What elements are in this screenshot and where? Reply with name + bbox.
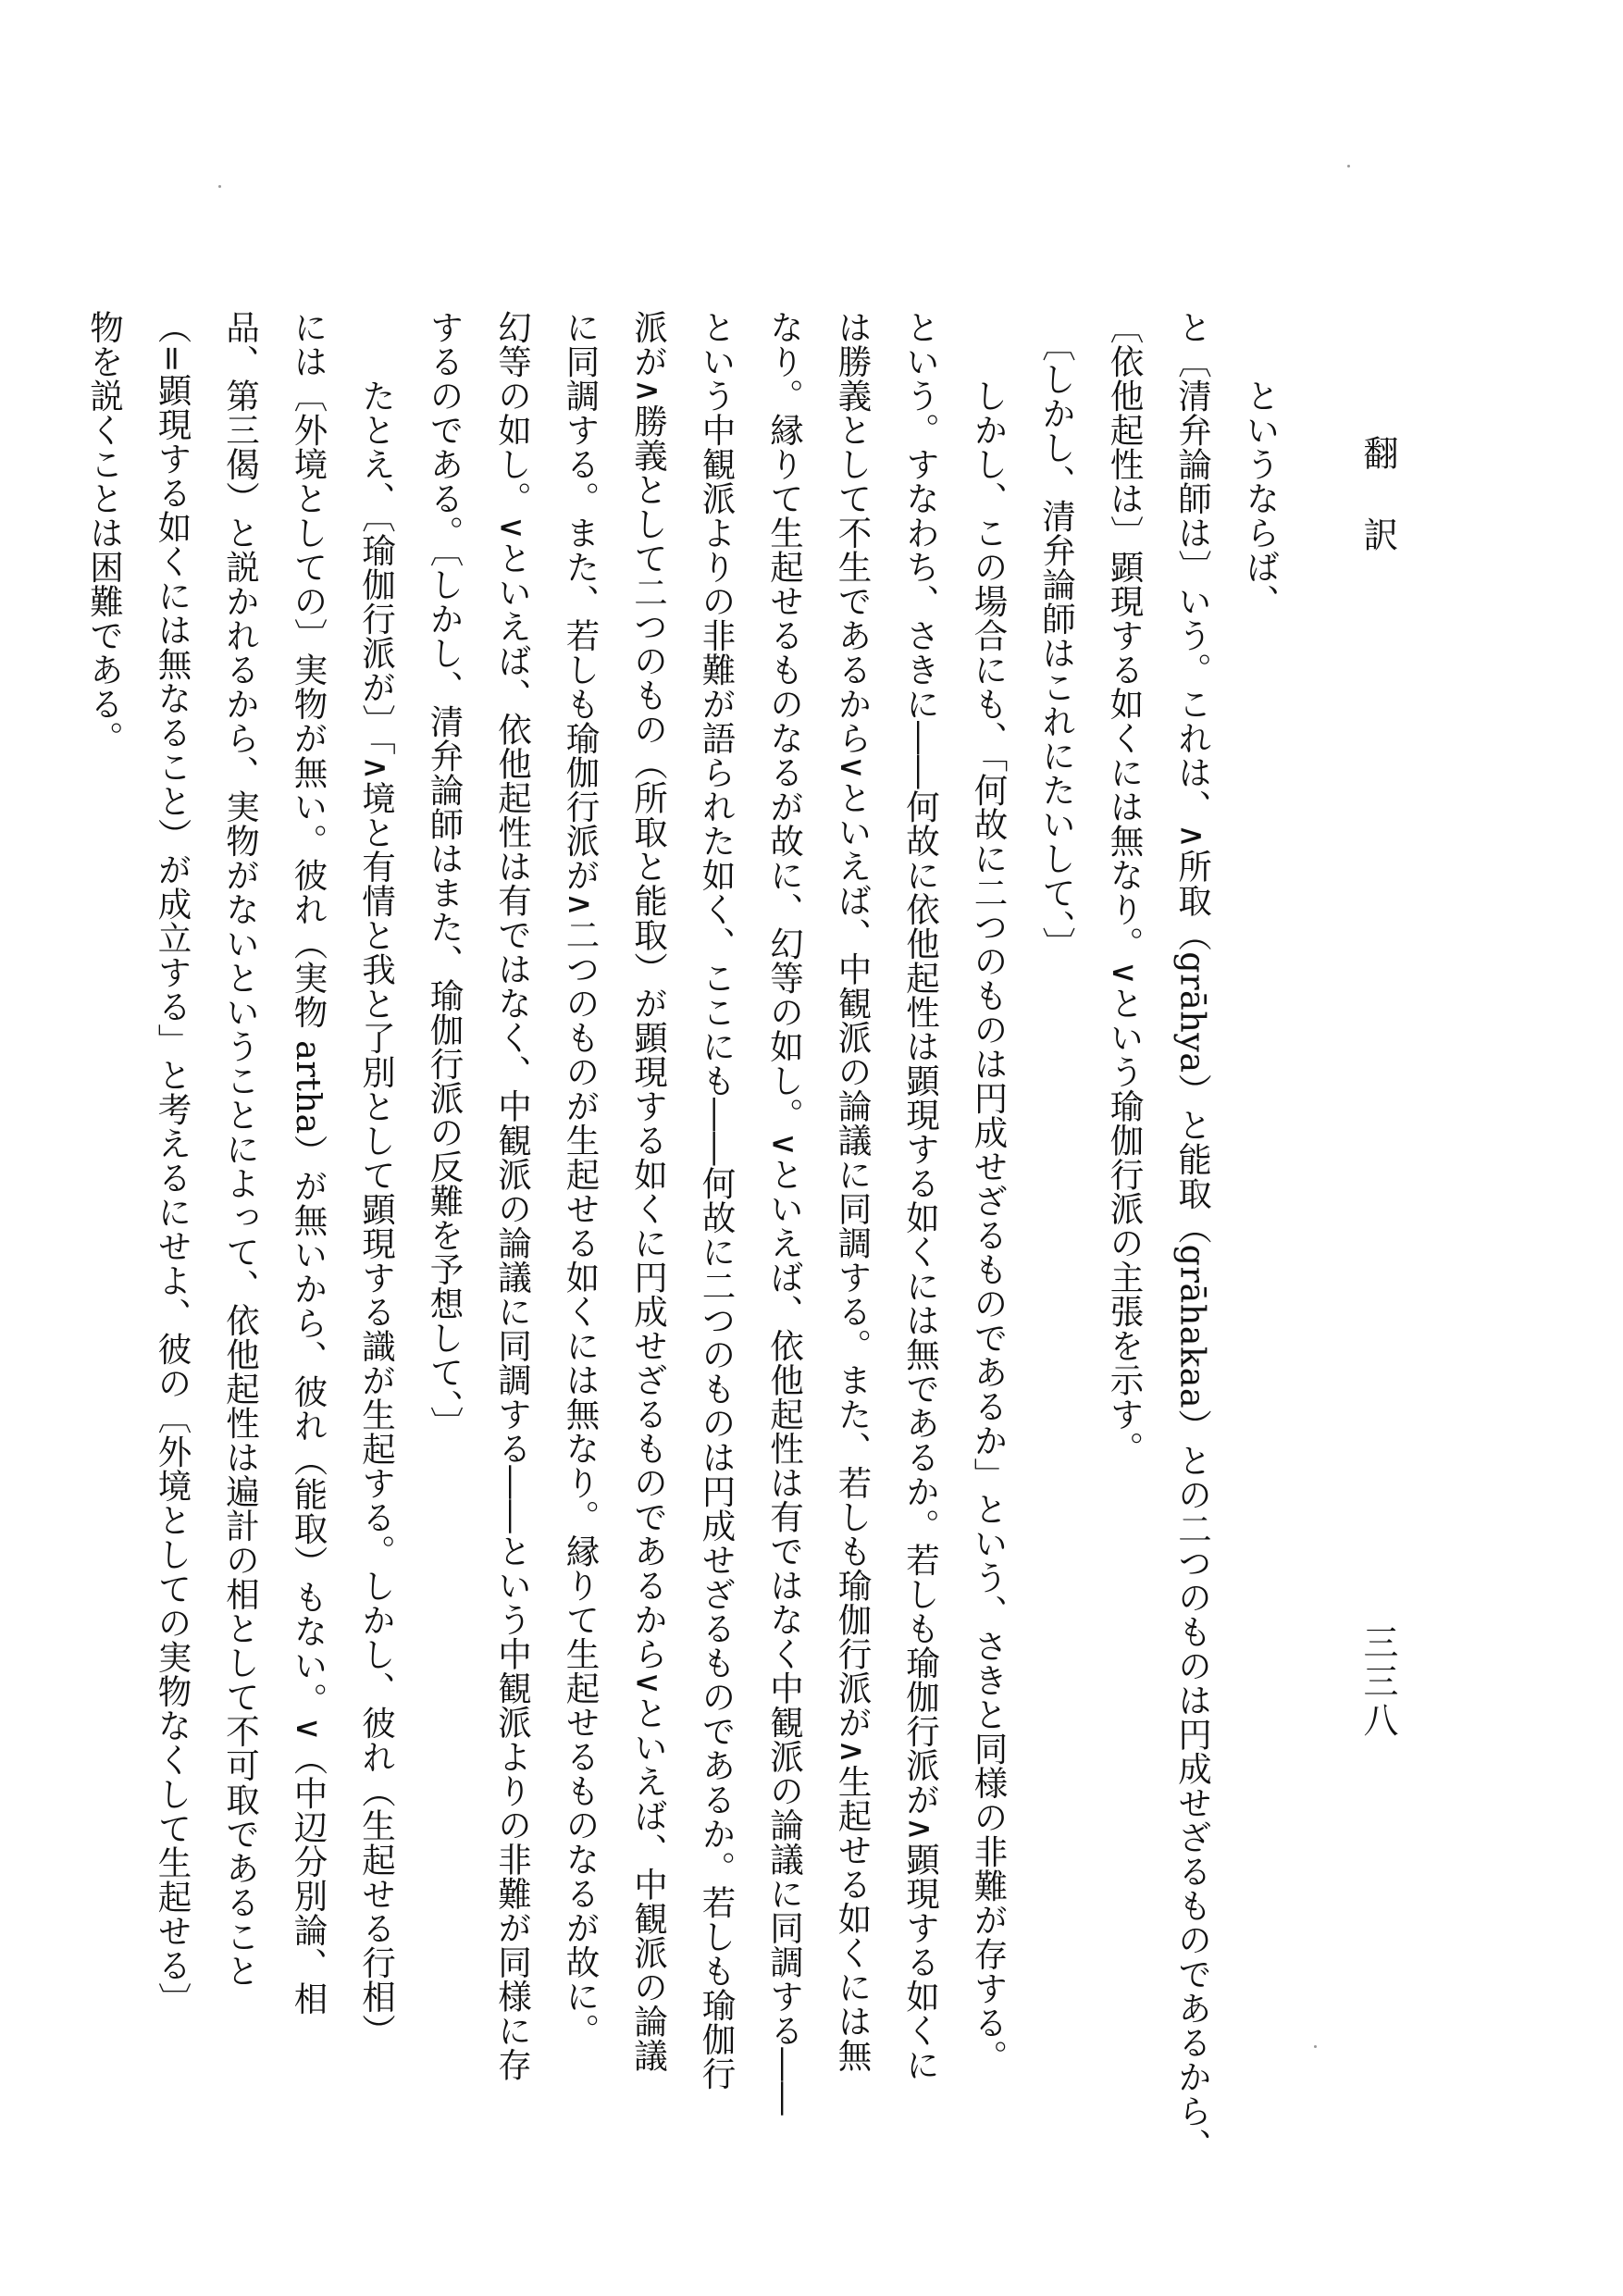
text-line: 幻等の如し。∨といえば、依他起性は有ではなく、中観派の論議に同調する――という中観派よりの非難が同様に存 [492, 310, 533, 2082]
scan-speck [1347, 165, 1350, 168]
text-line: 品、第三偈）と説かれるから、実物がないということによって、依他起性は遍計の相として不可取であること [220, 310, 261, 1988]
running-header-title: 翻訳 [1357, 435, 1398, 598]
text-line: （=顕現する如くには無なること）が成立する」と考えるにせよ、彼の〔外境としての実物なくして生起せる〕 [153, 310, 192, 2017]
text-line: 派が∧勝義として二つのもの（所取と能取）が顕現する如くに円成せざるものであるから∨といえば、中観派の論議 [628, 310, 669, 2073]
text-line: というならば、 [1241, 310, 1281, 618]
text-line: するのである。〔しかし、清弁論師はまた、瑜伽行派の反難を予想して、〕 [425, 310, 465, 1441]
text-line: 物を説くことは困難である。 [84, 310, 125, 755]
text-line: に同調する。また、若しも瑜伽行派が∧二つのものが生起せる如くには無なり。縁りて生起せるものなるが故に。 [561, 310, 601, 2048]
text-line: という。すなわち、さきに――何故に依他起性は顕現する如くには無であるか。若しも瑜伽行派が∧顕現する如くに [900, 310, 941, 2082]
text-line: 〔しかし、清弁論師はこれにたいして、〕 [1036, 310, 1077, 962]
text-line: なり。縁りて生起せるものなるが故に、幻等の如し。∨といえば、依他起性は有ではなく中観派の論議に同調する―― [764, 310, 805, 2116]
scan-speck [218, 185, 221, 188]
text-line: 〔依他起性は〕顕現する如くには無なり。∨という瑜伽行派の主張を示す。 [1105, 310, 1145, 1466]
body-text [70, 310, 1295, 2163]
text-line: しかし、この場合にも、「何故に二つのものは円成せざるものであるか」という、さきと同様の非難が存する。 [969, 310, 1009, 2074]
text-line: には〔外境としての〕実物が無い。彼れ（実物 artha）が無いから、彼れ（能取）もない。∨（中辺分別論、相 [289, 310, 328, 2016]
page-number: 三三八 [1357, 1624, 1398, 1741]
text-line: と〔清弁論師は〕いう。これは、∧所取（grāhya）と能取（grāhakaa）との二つのものは円成せざるものであるから、 [1172, 310, 1213, 2163]
scan-speck [1314, 2045, 1317, 2048]
text-line: は勝義として不生であるから∨といえば、中観派の論議に同調する。また、若しも瑜伽行派が∧生起せる如くには無 [833, 310, 873, 2073]
text-line: という中観派よりの非難が語られた如く、ここにも――何故に二つのものは円成せざるものであるか。若しも瑜伽行 [697, 310, 737, 2091]
text-line: たとえ、〔瑜伽行派が〕「∧境と有情と我と了別として顕現する識が生起する。しかし、彼れ（生起せる行相） [356, 310, 397, 2048]
